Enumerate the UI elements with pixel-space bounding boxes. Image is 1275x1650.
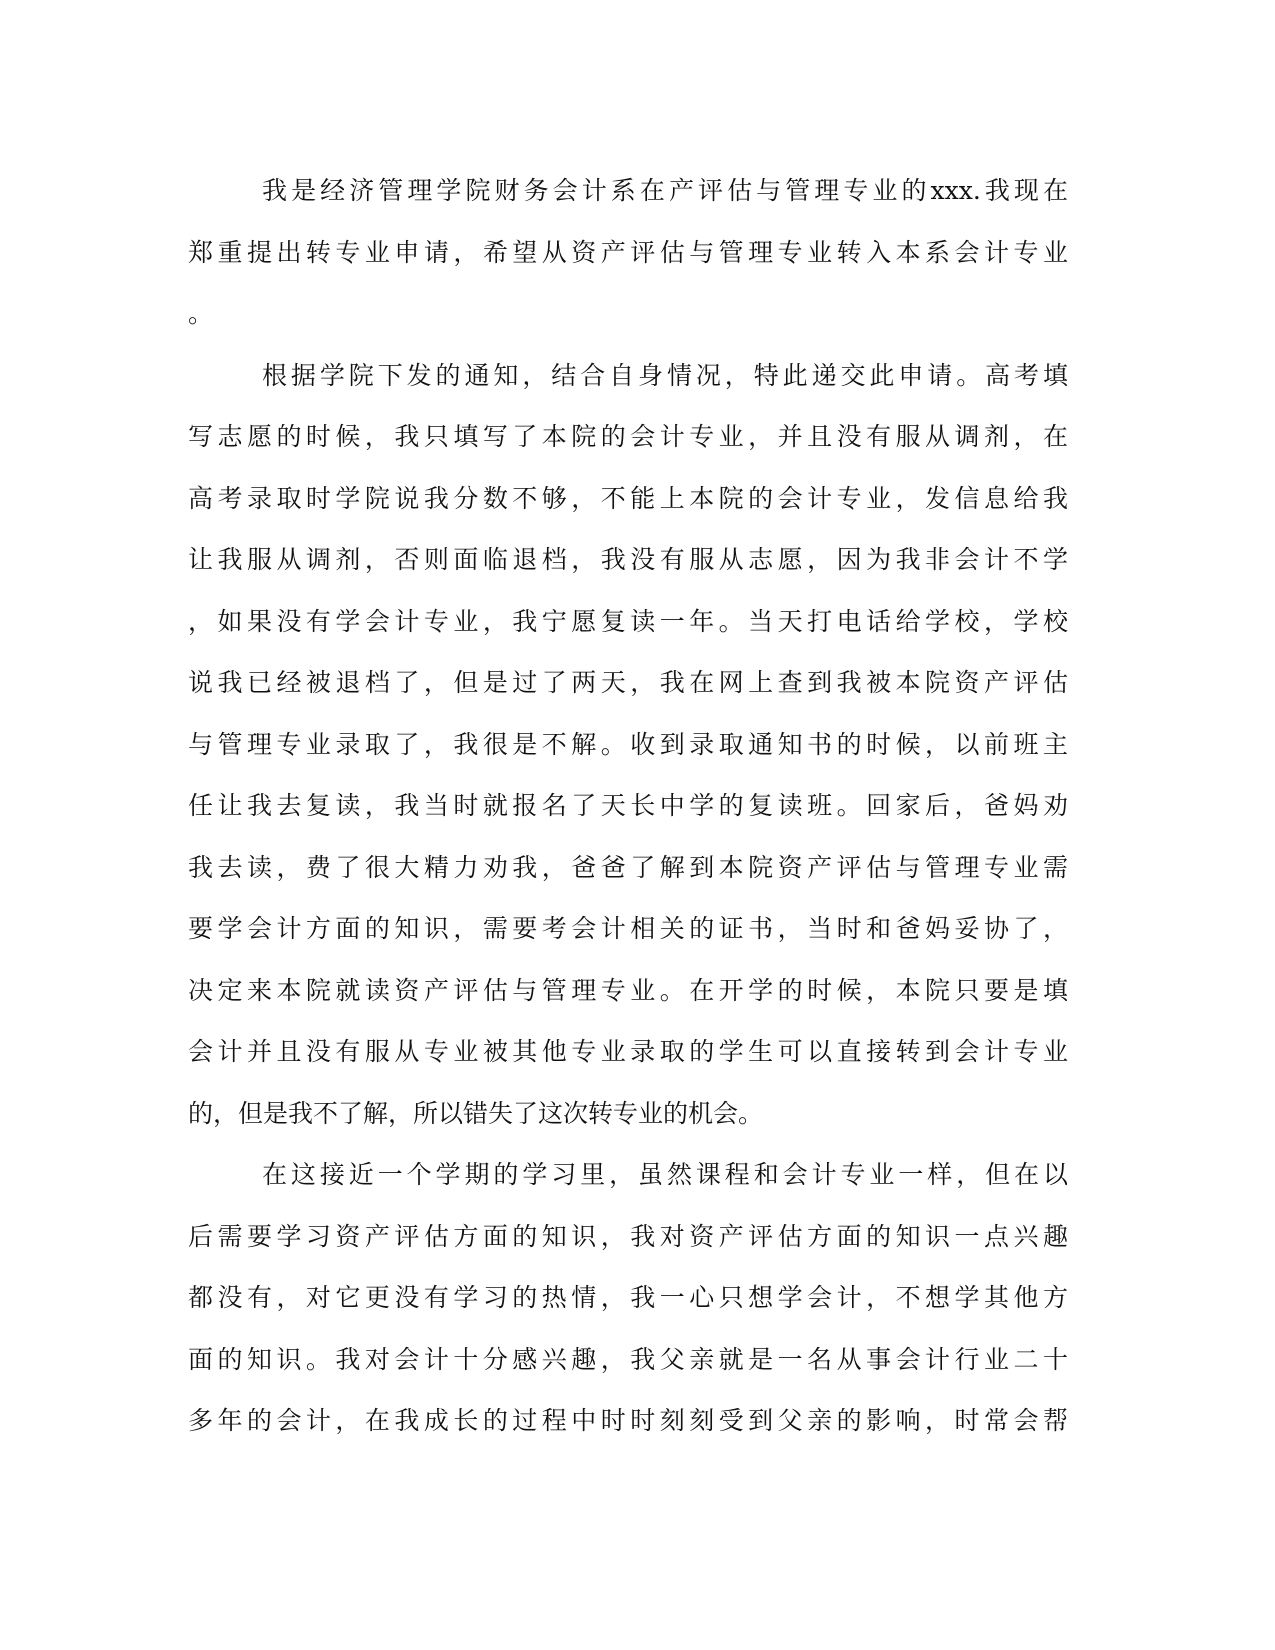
paragraph-3-line-3: 都没有，对它更没有学习的热情，我一心只想学会计，不想学其他方: [188, 1283, 1068, 1312]
paragraph-2-line-4: 让我服从调剂，否则面临退档，我没有服从志愿，因为我非会计不学: [188, 545, 1068, 574]
paragraph-1-line-2: 郑重提出转专业申请，希望从资产评估与管理专业转入本系会计专业: [188, 237, 1068, 267]
paragraph-2-line-11: 决定来本院就读资产评估与管理专业。在开学的时候，本院只要是填: [188, 975, 1068, 1005]
paragraph-3-line-1: 在这接近一个学期的学习里，虽然课程和会计专业一样，但在以: [262, 1160, 1068, 1189]
paragraph-2-line-12: 会计并且没有服从专业被其他专业录取的学生可以直接转到会计专业: [188, 1037, 1068, 1066]
document-body: [188, 160, 1068, 1452]
paragraph-2-line-13: 的，但是我不了解，所以错失了这次转专业的机会。: [188, 1098, 764, 1128]
paragraph-2-line-10: 要学会计方面的知识，需要考会计相关的证书，当时和爸妈妥协了，: [188, 914, 1068, 943]
paragraph-2-line-2: 写志愿的时候，我只填写了本院的会计专业，并且没有服从调剂，在: [188, 422, 1068, 451]
paragraph-2-line-3: 高考录取时学院说我分数不够，不能上本院的会计专业，发信息给我: [188, 483, 1068, 513]
paragraph-2-line-6: 说我已经被退档了，但是过了两天，我在网上查到我被本院资产评估: [188, 668, 1068, 697]
paragraph-2-line-1: 根据学院下发的通知，结合自身情况，特此递交此申请。高考填: [262, 360, 1068, 390]
paragraph-2-line-8: 任让我去复读，我当时就报名了天长中学的复读班。回家后，爸妈劝: [188, 791, 1068, 820]
paragraph-1-line-1: 我是经济管理学院财务会计系在产评估与管理专业的xxx.我现在: [262, 176, 1068, 205]
paragraph-3-line-2: 后需要学习资产评估方面的知识，我对资产评估方面的知识一点兴趣: [188, 1221, 1068, 1251]
paragraph-2-line-5: ，如果没有学会计专业，我宁愿复读一年。当天打电话给学校，学校: [188, 606, 1068, 636]
paragraph-3-line-4: 面的知识。我对会计十分感兴趣，我父亲就是一名从事会计行业二十: [188, 1344, 1068, 1374]
paragraph-3-line-5: 多年的会计，在我成长的过程中时时刻刻受到父亲的影响，时常会帮: [188, 1406, 1068, 1435]
paragraph-2-line-7: 与管理专业录取了，我很是不解。收到录取通知书的时候，以前班主: [188, 729, 1068, 759]
paragraph-2-line-9: 我去读，费了很大精力劝我，爸爸了解到本院资产评估与管理专业需: [188, 852, 1068, 882]
paragraph-1-line-3: 。: [188, 299, 214, 328]
